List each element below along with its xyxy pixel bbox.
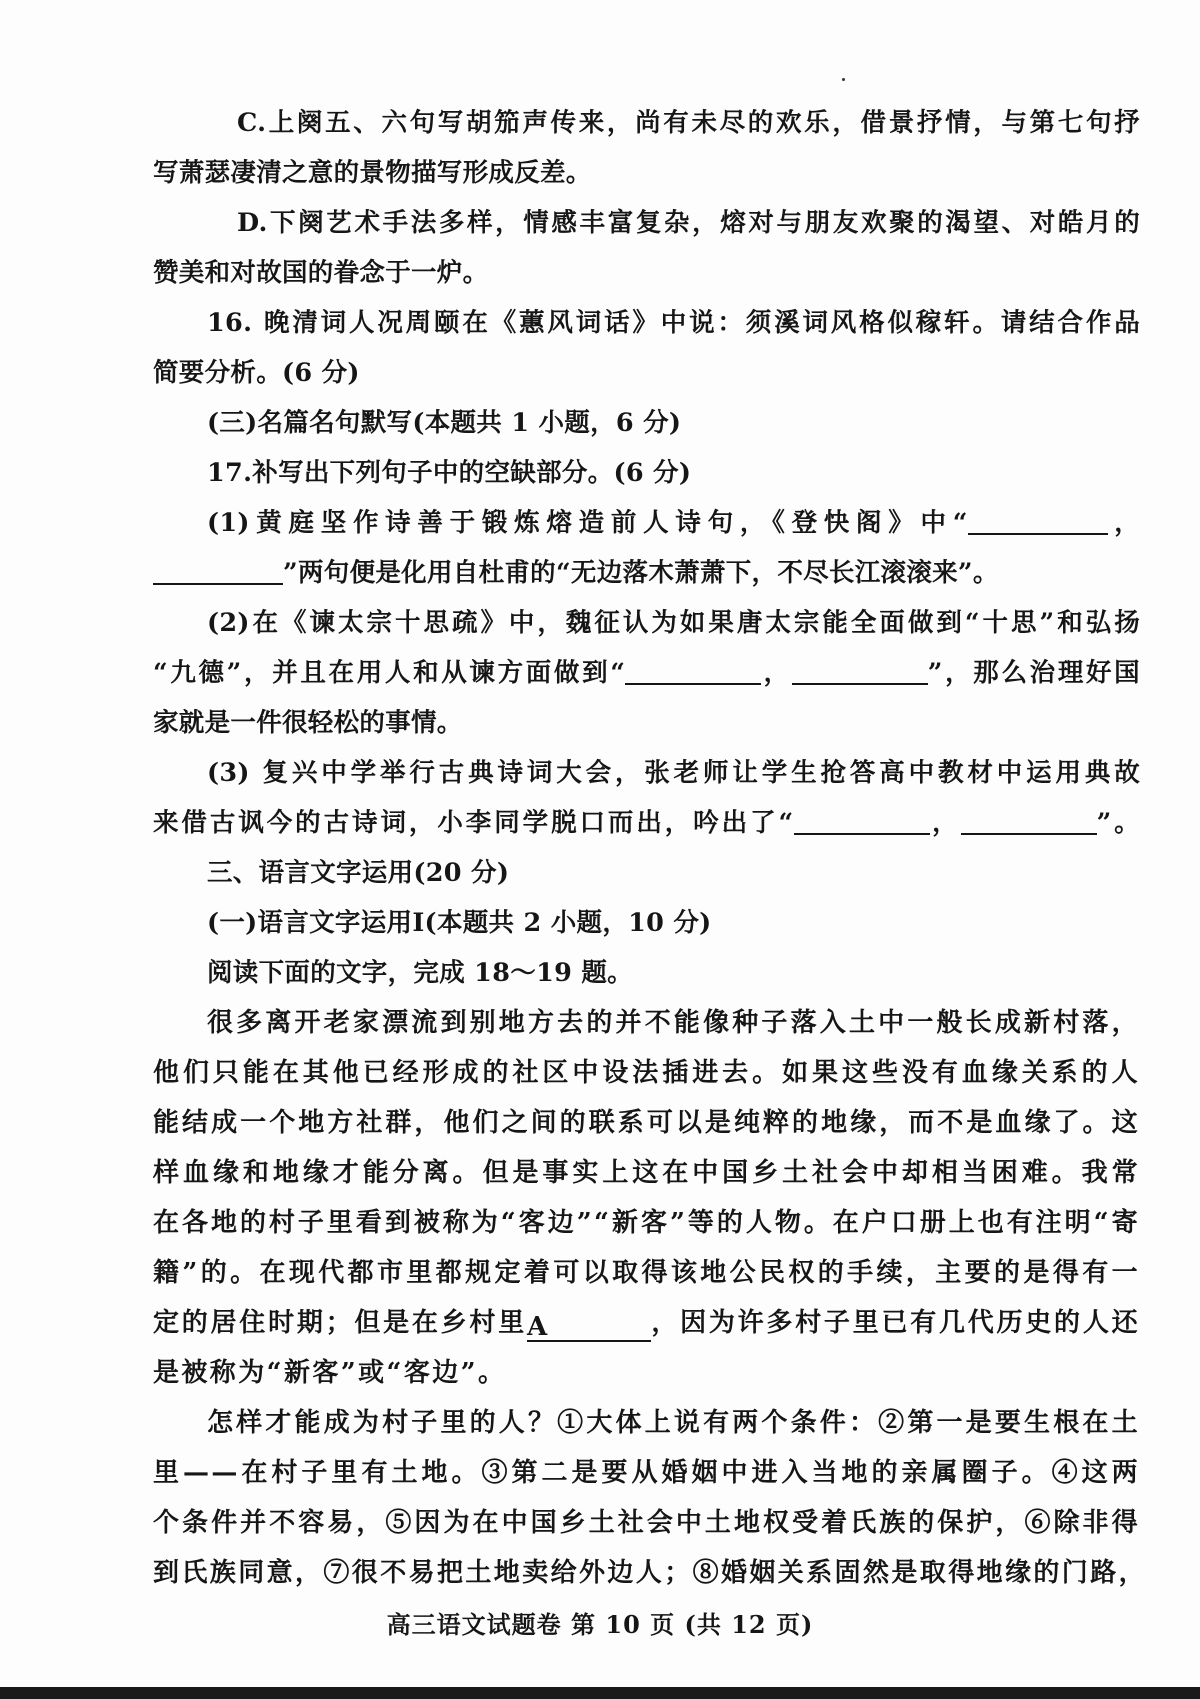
question-17-2-line2	[153, 648, 1140, 698]
answer-blank[interactable]	[968, 503, 1108, 535]
q17-1-text-b: ”两句便是化用自杜甫的“无边落木萧萧下，不尽长江滚滚来”。	[283, 558, 999, 588]
q17-3-text-b: ”。	[1096, 808, 1140, 838]
question-16-line1: 16. 晚清词人况周颐在《蕙风词话》中说：须溪词风格似稼轩。请结合作品	[207, 308, 1140, 338]
question-17-3-line1: (3) 复兴中学举行古典诗词大会，张老师让学生抢答高中教材中运用典故	[207, 758, 1140, 788]
blank-a[interactable]: A	[527, 1310, 651, 1342]
passage-text-b: ，因为许多村子里已有几代历史的人还	[650, 1308, 1140, 1338]
passage-line: 怎样才能成为村子里的人？①大体上说有两个条件：②第一是要生根在土	[207, 1408, 1140, 1438]
passage-line-with-blank	[153, 1298, 1140, 1348]
q17-1-text-a: (1)黄庭坚作诗善于锻炼熔造前人诗句，《登快阁》中“	[207, 508, 968, 538]
passage-line: 样血缘和地缘才能分离。但是事实上这在中国乡土社会中却相当困难。我常	[153, 1158, 1140, 1188]
q17-1-comma: ，	[1107, 508, 1140, 538]
option-d-line2: 赞美和对故国的眷念于一炉。	[153, 258, 489, 288]
passage-line: 里——在村子里有土地。③第二是要从婚姻中进入当地的亲属圈子。④这两	[153, 1458, 1140, 1488]
passage-line: 能结成一个地方社群，他们之间的联系可以是纯粹的地缘，而不是血缘了。这	[153, 1108, 1140, 1138]
option-c-line2: 写萧瑟凄清之意的景物描写形成反差。	[153, 158, 592, 188]
question-17: 17.补写出下列句子中的空缺部分。(6 分)	[207, 458, 692, 488]
passage-line: 他们只能在其他已经形成的社区中设法插进去。如果这些没有血缘关系的人	[153, 1058, 1140, 1088]
q17-3-text-a: 来借古讽今的古诗词，小李同学脱口而出，吟出了“	[153, 808, 794, 838]
q17-3-comma: ，	[929, 808, 961, 838]
passage-line: 很多离开老家漂流到别地方去的并不能像种子落入土中一般长成新村落，	[207, 1008, 1140, 1038]
passage-line: 个条件并不容易，⑤因为在中国乡土社会中土地权受着氏族的保护，⑥除非得	[153, 1508, 1140, 1538]
reading-instruction: 阅读下面的文字，完成 18～19 题。	[207, 958, 633, 988]
question-17-3-line2	[153, 798, 1140, 848]
section-heading-memorization: (三)名篇名句默写(本题共 1 小题，6 分)	[207, 408, 682, 438]
passage-line: 在各地的村子里看到被称为“客边”“新客”等的人物。在户口册上也有注明“寄	[153, 1208, 1140, 1238]
option-d-line1: D.下阕艺术手法多样，情感丰富复杂，熔对与朋友欢聚的渴望、对皓月的	[237, 208, 1140, 238]
question-17-2-line1: (2)在《谏太宗十思疏》中，魏征认为如果唐太宗能全面做到“十思”和弘扬	[207, 608, 1140, 638]
question-17-1-line2	[153, 548, 1140, 598]
q17-2-comma: ，	[761, 658, 792, 688]
question-17-2-line3: 家就是一件很轻松的事情。	[153, 708, 463, 738]
question-17-1-line1	[153, 498, 1140, 548]
speck	[842, 78, 845, 81]
answer-blank[interactable]	[794, 803, 930, 835]
answer-blank[interactable]	[625, 653, 761, 685]
answer-blank[interactable]	[153, 553, 283, 585]
q17-2-text-a: “九德”，并且在用人和从谏方面做到“	[153, 658, 626, 688]
passage-line: 到氏族同意，⑦很不易把土地卖给外边人；⑧婚姻关系固然是取得地缘的门路，	[153, 1558, 1148, 1588]
passage-line: 是被称为“新客”或“客边”。	[153, 1358, 507, 1388]
option-c-line1: C.上阕五、六句写胡笳声传来，尚有未尽的欢乐，借景抒情，与第七句抒	[237, 108, 1140, 138]
answer-blank[interactable]	[792, 653, 928, 685]
part-3-1-heading: (一)语言文字运用Ⅰ(本题共 2 小题，10 分)	[207, 908, 712, 938]
passage-text-a: 定的居住时期；但是在乡村里	[153, 1308, 527, 1338]
passage-line: 籍”的。在现代都市里都规定着可以取得该地公民权的手续，主要的是得有一	[153, 1258, 1140, 1288]
answer-blank[interactable]	[961, 803, 1097, 835]
page-content	[153, 98, 1148, 1598]
page-footer: 高三语文试题卷 第 10 页 (共 12 页)	[386, 1610, 814, 1639]
part-3-heading: 三、语言文字运用(20 分)	[207, 858, 510, 888]
q17-2-text-b: ”，那么治理好国	[927, 658, 1140, 688]
scan-edge	[0, 1687, 1200, 1699]
question-16-line2: 简要分析。(6 分)	[153, 358, 360, 388]
